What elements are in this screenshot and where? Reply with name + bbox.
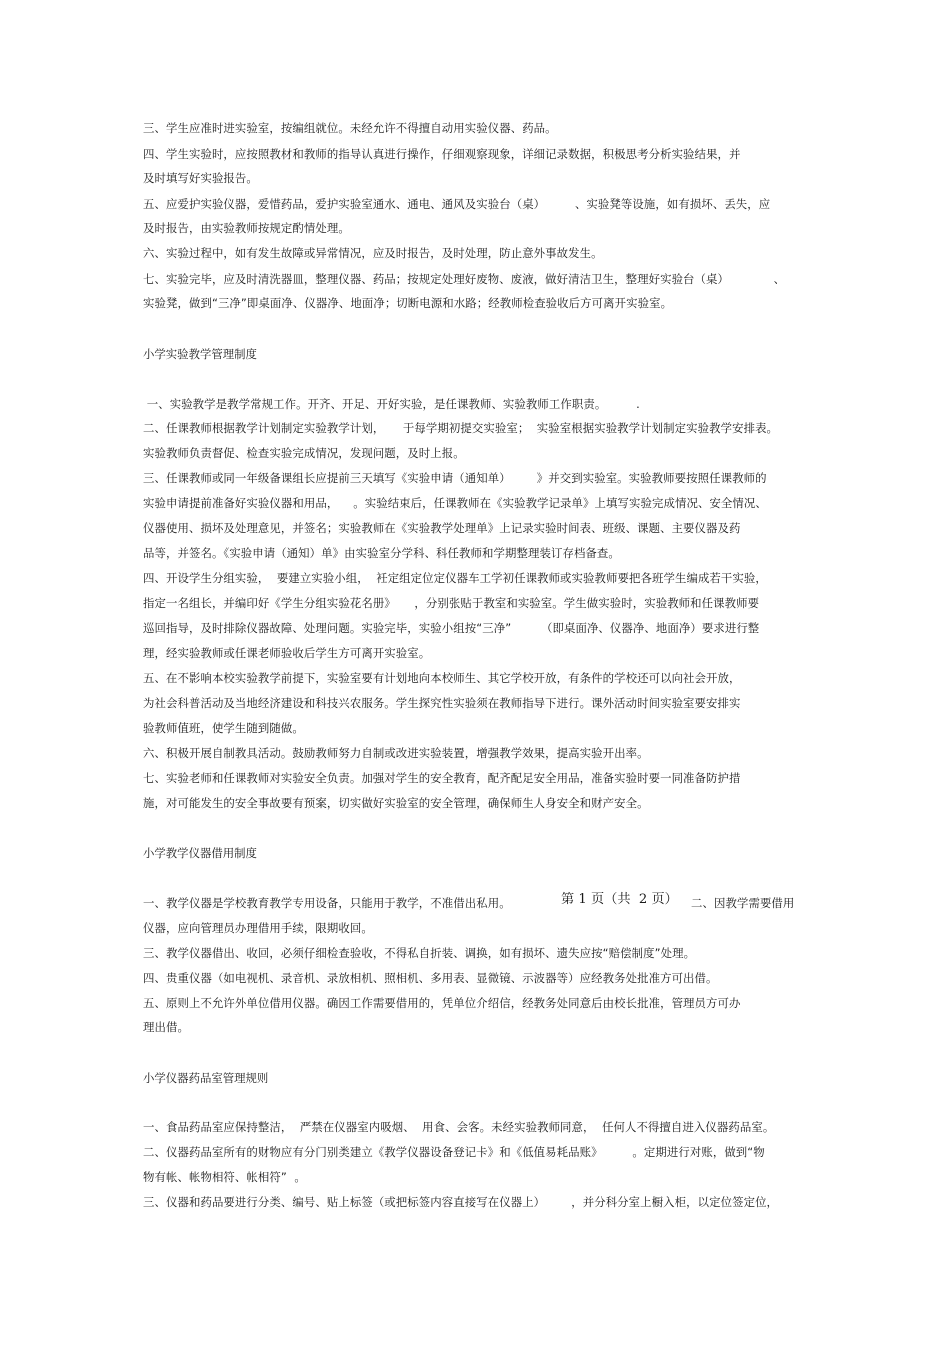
page-indicator: 第 1 页（共 2 页） xyxy=(561,892,678,907)
rule-line: 理出借。 xyxy=(143,1020,189,1034)
rule-line: 一、教学仪器是学校教育教学专用设备，只能用于教学，不准借出私用。 xyxy=(143,896,511,910)
rule-line: 施，对可能发生的安全事故要有预案，切实做好实验室的安全管理，确保师生人身安全和财产安全。 xyxy=(143,796,649,810)
section-title: 小学仪器药品室管理规则 xyxy=(143,1071,269,1085)
rule-line: 二、任课教师根据教学计划制定实验教学计划， 于每学期初提交实验室； 实验室根据实验教学计划制定实验教学安排表。 xyxy=(143,421,779,435)
rule-line: 三、任课教师或同一年级备课组长应提前三天填写《实验申请（通知单） 》并交到实验室。实验教师要按照任课教师的 xyxy=(143,471,767,485)
rule-line: 仪器，应向管理员办理借用手续，限期收回。 xyxy=(143,921,373,935)
rule-line: 四、开设学生分组实验， 要建立实验小组， 衽定组定位定仪器车工学初任课教师或实验教师要把各班学生编成若干实验， xyxy=(143,571,767,585)
rule-line: 五、应爱护实验仪器，爱惜药品，爱护实验室通水、通电、通风及实验台（桌） 、实验凳等设施，如有损坏、丢失，应 xyxy=(143,197,771,211)
rule-line: 二、仪器药品室所有的财物应有分门别类建立《教学仪器设备登记卡》和《低值易耗品账》 。定期进行对账，做到“物 xyxy=(143,1145,765,1159)
rule-line: 二、因教学需要借用 xyxy=(691,896,795,910)
rule-line: 五、原则上不允许外单位借用仪器。确因工作需要借用的，凭单位介绍信，经教务处同意后由校长批准，管理员方可办 xyxy=(143,996,741,1010)
rule-line: 三、学生应准时进实验室，按编组就位。未经允许不得擅自动用实验仪器、药品。 xyxy=(143,121,557,135)
rule-line: 及时报告，由实验教师按规定酌情处理。 xyxy=(143,221,350,235)
rule-line: 巡回指导，及时排除仪器故障、处理问题。实验完毕，实验小组按“三净” （即桌面净、仪器净、地面净）要求进行整 xyxy=(143,621,760,635)
rule-line: 理，经实验教师或任课老师验收后学生方可离开实验室。 xyxy=(143,646,431,660)
rule-line: 实验申请提前准备好实验仪器和用品， 。实验结束后，任课教师在《实验教学记录单》上填写实验完成情况、安全情况、 xyxy=(143,496,767,510)
rule-line: 一、食品药品室应保持整洁， 严禁在仪器室内吸烟、 用食、会客。未经实验教师同意， 任何人不得擅自进入仪器药品室。 xyxy=(143,1120,775,1134)
rule-line: 三、教学仪器借出、收回，必须仔细检查验收，不得私自折装、调换，如有损坏、遗失应按“赔偿制度”处理。 xyxy=(143,946,696,960)
rule-line: 七、实验完毕，应及时清洗器皿，整理仪器、药品；按规定处理好废物、废液，做好清洁卫生，整理好实验台（桌） 、 xyxy=(143,272,786,286)
rule-line: 一、实验教学是教学常规工作。开齐、开足、开好实验，是任课教师、实验教师工作职责。 . xyxy=(143,397,640,411)
rule-line: 七、实验老师和任课教师对实验安全负责。加强对学生的安全教育，配齐配足安全用品，准备实验时要一同准备防护措 xyxy=(143,771,741,785)
rule-line: 仪器使用、损坏及处理意见，并签名；实验教师在《实验教学处理单》上记录实验时间表、班级、课题、主要仪器及药 xyxy=(143,521,741,535)
rule-line: 五、在不影响本校实验教学前提下，实验室要有计划地向本校师生、其它学校开放，有条件的学校还可以向社会开放， xyxy=(143,671,741,685)
rule-line: 物有帐、帐物相符、帐相符” 。 xyxy=(143,1170,306,1184)
rule-line: 为社会科普活动及当地经济建设和科技兴农服务。学生探究性实验须在教师指导下进行。课外活动时间实验室要安排实 xyxy=(143,696,741,710)
rule-line: 验教师值班，使学生随到随做。 xyxy=(143,721,304,735)
rule-line: 四、贵重仪器（如电视机、录音机、录放相机、照相机、多用表、显微镜、示波器等）应经教务处批准方可出借。 xyxy=(143,971,718,985)
rule-line: 实验教师负责督促、检查实验完成情况，发现问题，及时上报。 xyxy=(143,446,465,460)
rule-line: 六、实验过程中，如有发生故障或异常情况，应及时报告，及时处理，防止意外事故发生。 xyxy=(143,246,603,260)
rule-line: 及时填写好实验报告。 xyxy=(143,171,258,185)
rule-line: 品等，并签名。《实验申请（通知）单》由实验室分学科、科任教师和学期整理装订存档备查。 xyxy=(143,546,620,560)
rule-line: 六、积极开展自制教具活动。鼓励教师努力自制或改进实验装置，增强教学效果，提高实验开出率。 xyxy=(143,746,649,760)
section-title: 小学实验教学管理制度 xyxy=(143,347,257,361)
rule-line: 四、学生实验时，应按照教材和教师的指导认真进行操作，仔细观察现象，详细记录数据，积极思考分析实验结果，并 xyxy=(143,147,741,161)
rule-line: 指定一名组长，并编印好《学生分组实验花名册》 ，分别张贴于教室和实验室。学生做实验时，实验教师和任课教师要 xyxy=(143,596,760,610)
rule-line: 实验凳，做到“三净”即桌面净、仪器净、地面净；切断电源和水路；经教师检查验收后方可离开实验室。 xyxy=(143,296,673,310)
rule-line: 三、仪器和药品要进行分类、编号、贴上标签（或把标签内容直接写在仪器上） ，并分科分室上橱入柜，以定位签定位， xyxy=(143,1195,779,1209)
section-title: 小学教学仪器借用制度 xyxy=(143,846,257,860)
